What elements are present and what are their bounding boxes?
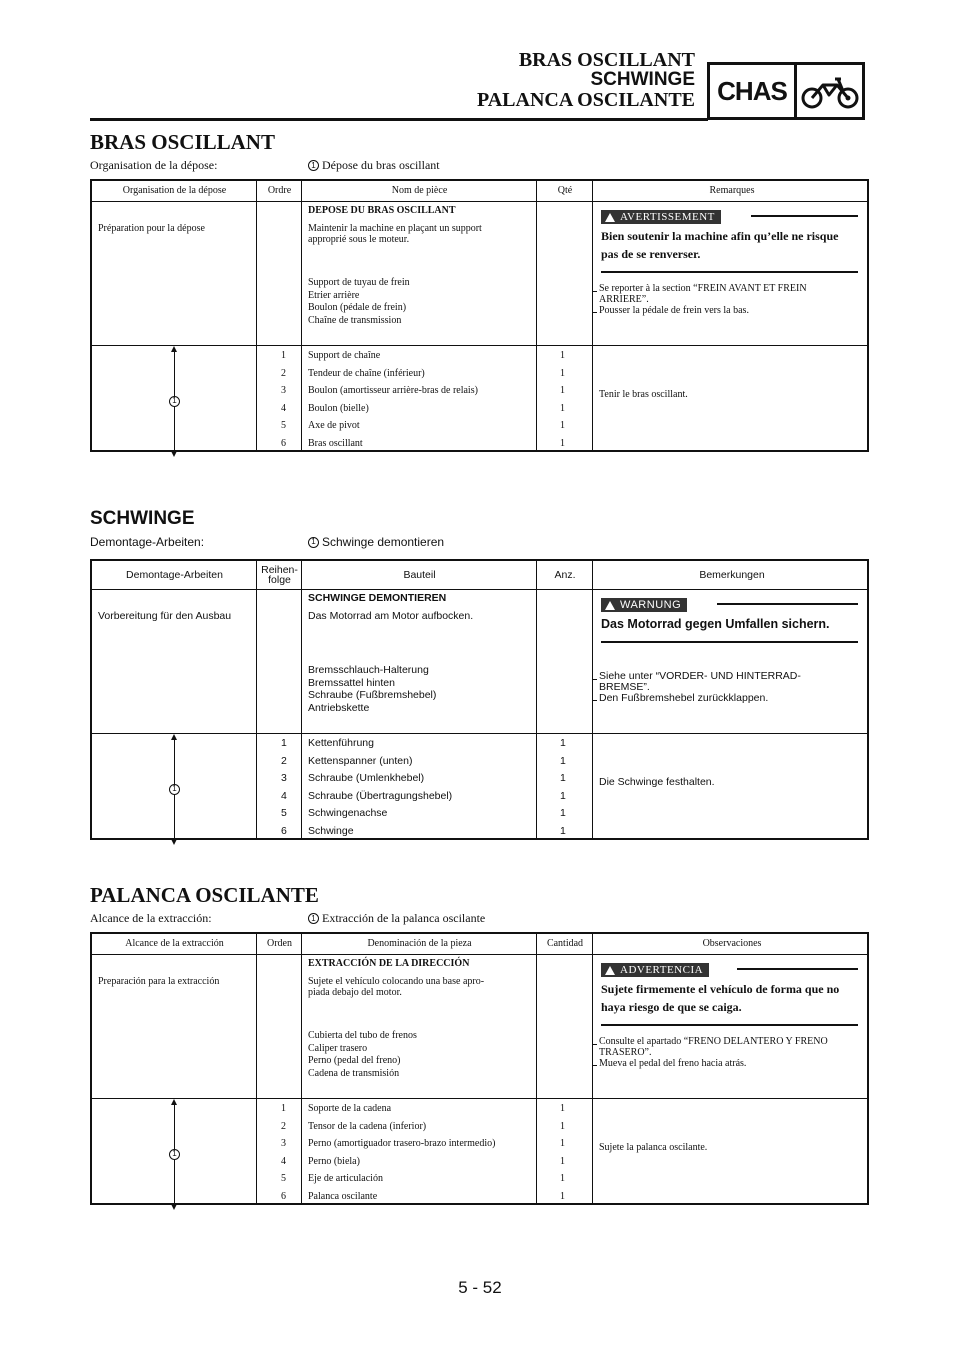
row-order: 3	[281, 772, 287, 784]
table-header	[92, 561, 867, 590]
column-header	[537, 561, 593, 589]
column-divider	[536, 181, 537, 450]
row-part-name: Kettenführung	[308, 737, 374, 749]
column-header	[257, 934, 302, 954]
organisation-label: Alcance de la extracción:	[90, 911, 212, 925]
row-divider	[92, 345, 867, 346]
column-header-line: Reihen-	[261, 564, 298, 576]
row-quantity: 1	[560, 367, 565, 379]
row-order: 2	[281, 367, 286, 379]
column-divider	[256, 561, 257, 838]
row-order: 2	[281, 1120, 286, 1132]
warning-label: WARNUNG	[620, 599, 682, 611]
column-header-text: Alcance de la extracción	[125, 938, 224, 949]
column-header-text: Remarques	[709, 185, 755, 196]
column-header-text: Bauteil	[403, 569, 436, 581]
preparation-item: Bremsschlauch-Halterung	[308, 664, 429, 676]
column-header-text: Denominación de la pieza	[367, 938, 472, 949]
header-title-es: PALANCA OSCILANTE	[477, 89, 695, 111]
row-part-name: Soporte de la cadena	[308, 1103, 392, 1114]
column-header-text: Observaciones	[702, 938, 762, 949]
column-divider	[536, 561, 537, 838]
column-header-text: Qté	[557, 185, 573, 196]
column-header	[593, 181, 871, 201]
column-header	[92, 561, 257, 589]
column-header	[302, 181, 537, 201]
column-divider	[536, 934, 537, 1203]
column-header	[537, 181, 593, 201]
row-part-name: Support de chaîne	[308, 350, 381, 361]
circled-number: 1	[308, 537, 319, 548]
row-quantity: 1	[560, 402, 565, 414]
warning-triangle-icon	[605, 966, 615, 975]
row-part-name: Schraube (Übertragungshebel)	[308, 789, 453, 802]
preparation-item: Boulon (pédale de frein)	[308, 302, 407, 313]
preparation-item: Perno (pedal del freno)	[308, 1055, 401, 1066]
row-order: 3	[281, 385, 286, 396]
row-part-name: Eje de articulación	[308, 1173, 383, 1184]
warning-rule-top	[751, 215, 858, 217]
group-number: 1	[169, 784, 180, 795]
row-quantity: 1	[560, 385, 565, 396]
group-remark: Die Schwinge festhalten.	[599, 775, 715, 788]
row-order: 4	[281, 402, 286, 414]
row-quantity: 1	[560, 737, 566, 749]
row-order: 3	[281, 1138, 286, 1149]
preparation-label: Vorbereitung für den Ausbau	[98, 610, 232, 622]
remark-line: BREMSE”.	[599, 681, 650, 693]
remark-line: Se reporter à la section “FREIN AVANT ET FREIN	[599, 283, 807, 294]
column-header-text: Anz.	[554, 569, 576, 581]
warning-rule-top	[737, 968, 858, 970]
row-divider	[92, 733, 867, 734]
warning-badge	[601, 963, 709, 977]
organisation-value	[308, 158, 440, 173]
section-code: CHAS	[710, 65, 797, 117]
column-header-text: Bemerkungen	[699, 569, 765, 581]
preparation-label: Préparation pour la dépose	[98, 223, 205, 234]
remark-line: Mueva el pedal del freno hacia atrás.	[599, 1058, 747, 1069]
row-part-name: Schwingenachse	[308, 807, 388, 819]
group-number: 1	[169, 1149, 180, 1160]
row-quantity: 1	[560, 807, 566, 819]
organisation-line	[90, 911, 869, 929]
circled-number: 1	[308, 160, 319, 171]
column-divider	[592, 934, 593, 1203]
warning-text: haya riesgo de que se caiga.	[601, 1000, 742, 1014]
row-order: 4	[281, 789, 287, 802]
column-header	[593, 561, 871, 589]
remark-line: Den Fußbremshebel zurückklappen.	[599, 692, 769, 704]
column-header-line: folge	[268, 574, 291, 586]
row-order: 5	[281, 1173, 286, 1184]
procedure-table	[90, 932, 869, 1205]
row-order: 1	[281, 350, 286, 361]
warning-rule-bottom	[601, 271, 858, 273]
page-number: 5 - 52	[458, 1278, 502, 1297]
column-divider	[592, 181, 593, 450]
organisation-line	[90, 158, 869, 176]
step-title: SCHWINGE DEMONTIEREN	[308, 592, 447, 604]
section-badge	[707, 62, 865, 120]
row-quantity: 1	[560, 1173, 565, 1184]
column-header	[92, 181, 257, 201]
preparation-item: Schraube (Fußbremshebel)	[308, 689, 437, 701]
row-quantity: 1	[560, 437, 565, 449]
row-part-name: Palanca oscilante	[308, 1190, 378, 1202]
row-order: 1	[281, 1103, 286, 1114]
warning-text: Sujete firmemente el vehículo de forma que no	[601, 982, 840, 996]
preparation-item: Bremssattel hinten	[308, 676, 395, 689]
step-title: DEPOSE DU BRAS OSCILLANT	[308, 205, 456, 216]
column-header	[92, 934, 257, 954]
column-header-text: Nom de pièce	[391, 185, 448, 196]
preparation-item: Cadena de transmisión	[308, 1067, 400, 1079]
column-divider	[256, 934, 257, 1203]
header-rule	[90, 118, 708, 121]
row-part-name: Kettenspanner (unten)	[308, 754, 413, 767]
row-part-name: Perno (amortiguador trasero-brazo intermedio)	[308, 1138, 496, 1149]
column-header-text: Organisation de la dépose	[122, 185, 227, 196]
circled-number: 1	[308, 913, 319, 924]
step-title: EXTRACCIÓN DE LA DIRECCIÓN	[308, 958, 470, 969]
column-header	[257, 561, 302, 589]
remark-line: Siehe unter “VORDER- UND HINTERRAD-	[599, 670, 801, 682]
procedure-table	[90, 559, 869, 840]
row-quantity: 1	[560, 350, 565, 361]
remark-line: Consulte el apartado “FRENO DELANTERO Y FRENO	[599, 1036, 828, 1047]
warning-rule-bottom	[601, 1024, 858, 1026]
organisation-label: Demontage-Arbeiten:	[90, 535, 205, 549]
motorcycle-icon	[797, 65, 862, 117]
column-header-text: Cantidad	[546, 938, 584, 949]
header-titles	[477, 50, 695, 110]
support-instruction: piada debajo del motor.	[308, 987, 402, 998]
row-part-name: Tendeur de chaîne (inférieur)	[308, 367, 425, 379]
column-header	[593, 934, 871, 954]
support-instruction: Sujete el vehículo colocando una base apro-	[308, 976, 485, 987]
section-2	[90, 883, 869, 1202]
row-quantity: 1	[560, 789, 566, 802]
section-1	[90, 507, 869, 837]
row-order: 4	[281, 1155, 286, 1167]
organisation-text: Schwinge demontieren	[322, 535, 445, 549]
column-divider	[301, 181, 302, 450]
column-header	[302, 934, 537, 954]
group-number: 1	[169, 396, 180, 407]
column-header	[302, 561, 537, 589]
preparation-item: Chaîne de transmission	[308, 314, 402, 326]
preparation-item: Cubierta del tubo de frenos	[308, 1030, 417, 1041]
row-order: 1	[281, 737, 287, 749]
row-quantity: 1	[560, 1190, 565, 1202]
remark-line: ARRIERE”.	[599, 294, 649, 305]
warning-label: AVERTISSEMENT	[620, 211, 715, 223]
row-quantity: 1	[560, 1138, 565, 1149]
row-part-name: Tensor de la cadena (inferior)	[308, 1120, 427, 1132]
preparation-item: Etrier arrière	[308, 289, 360, 301]
section-title: BRAS OSCILLANT	[90, 130, 275, 154]
support-instruction: Maintenir la machine en plaçant un support	[308, 223, 482, 234]
support-instruction: approprié sous le moteur.	[308, 234, 410, 245]
row-part-name: Schwinge	[308, 824, 354, 837]
header-title-fr: BRAS OSCILLANT	[518, 49, 695, 71]
section-0	[90, 130, 869, 449]
column-divider	[301, 561, 302, 838]
row-part-name: Boulon (amortisseur arrière-bras de relais)	[308, 385, 478, 396]
warning-badge	[601, 598, 687, 612]
column-divider	[256, 181, 257, 450]
warning-text: Das Motorrad gegen Umfallen sichern.	[601, 617, 830, 631]
warning-label: ADVERTENCIA	[620, 964, 704, 976]
row-order: 6	[281, 824, 287, 837]
column-divider	[301, 934, 302, 1203]
row-quantity: 1	[560, 1120, 565, 1132]
remark-bracket	[592, 1044, 597, 1066]
column-header	[257, 181, 302, 201]
preparation-item: Antriebskette	[308, 701, 370, 714]
row-divider	[92, 1098, 867, 1099]
column-header-text: Ordre	[267, 185, 292, 196]
remark-line: TRASERO”.	[599, 1047, 652, 1058]
row-order: 6	[281, 1190, 286, 1202]
row-order: 6	[281, 437, 286, 449]
remark-line: Pousser la pédale de frein vers la bas.	[599, 305, 749, 316]
row-quantity: 1	[560, 772, 566, 784]
column-header	[537, 934, 593, 954]
row-order: 5	[281, 807, 287, 819]
group-remark: Sujete la palanca oscilante.	[599, 1141, 708, 1153]
support-instruction: Das Motorrad am Motor aufbocken.	[308, 610, 474, 622]
row-quantity: 1	[560, 754, 566, 767]
row-part-name: Schraube (Umlenkhebel)	[308, 772, 425, 784]
row-quantity: 1	[560, 824, 566, 837]
warning-rule-bottom	[601, 641, 858, 643]
table-header	[92, 934, 867, 955]
section-title: PALANCA OSCILANTE	[90, 883, 319, 907]
remark-bracket	[592, 679, 597, 701]
table-header	[92, 181, 867, 202]
warning-text: Bien soutenir la machine afin qu’elle ne risque	[601, 229, 839, 243]
column-header-text: Demontage-Arbeiten	[126, 569, 223, 581]
warning-triangle-icon	[605, 213, 615, 222]
organisation-text: Extracción de la palanca oscilante	[322, 911, 486, 925]
row-part-name: Perno (biela)	[308, 1155, 360, 1167]
section-title: SCHWINGE	[90, 508, 195, 529]
organisation-value	[308, 535, 444, 549]
warning-rule-top	[717, 603, 858, 605]
row-quantity: 1	[560, 1155, 565, 1167]
row-quantity: 1	[560, 1103, 565, 1114]
preparation-label: Preparación para la extracción	[98, 976, 220, 987]
row-part-name: Bras oscillant	[308, 437, 363, 449]
row-order: 5	[281, 420, 286, 431]
organisation-label: Organisation de la dépose:	[90, 158, 218, 172]
row-part-name: Boulon (bielle)	[308, 402, 369, 414]
organisation-value	[308, 911, 485, 926]
warning-text: pas de se renverser.	[601, 247, 701, 261]
warning-triangle-icon	[605, 601, 615, 610]
warning-badge	[601, 210, 721, 224]
header-title-de: SCHWINGE	[590, 69, 695, 90]
preparation-item: Caliper trasero	[308, 1042, 368, 1054]
row-order: 2	[281, 754, 287, 767]
procedure-table	[90, 179, 869, 452]
column-header-text: Orden	[267, 938, 292, 949]
organisation-line	[90, 535, 869, 553]
group-remark: Tenir le bras oscillant.	[599, 388, 688, 400]
row-part-name: Axe de pivot	[308, 420, 360, 431]
remark-bracket	[592, 291, 597, 313]
row-quantity: 1	[560, 420, 565, 431]
organisation-text: Dépose du bras oscillant	[322, 158, 440, 172]
preparation-item: Support de tuyau de frein	[308, 277, 410, 288]
